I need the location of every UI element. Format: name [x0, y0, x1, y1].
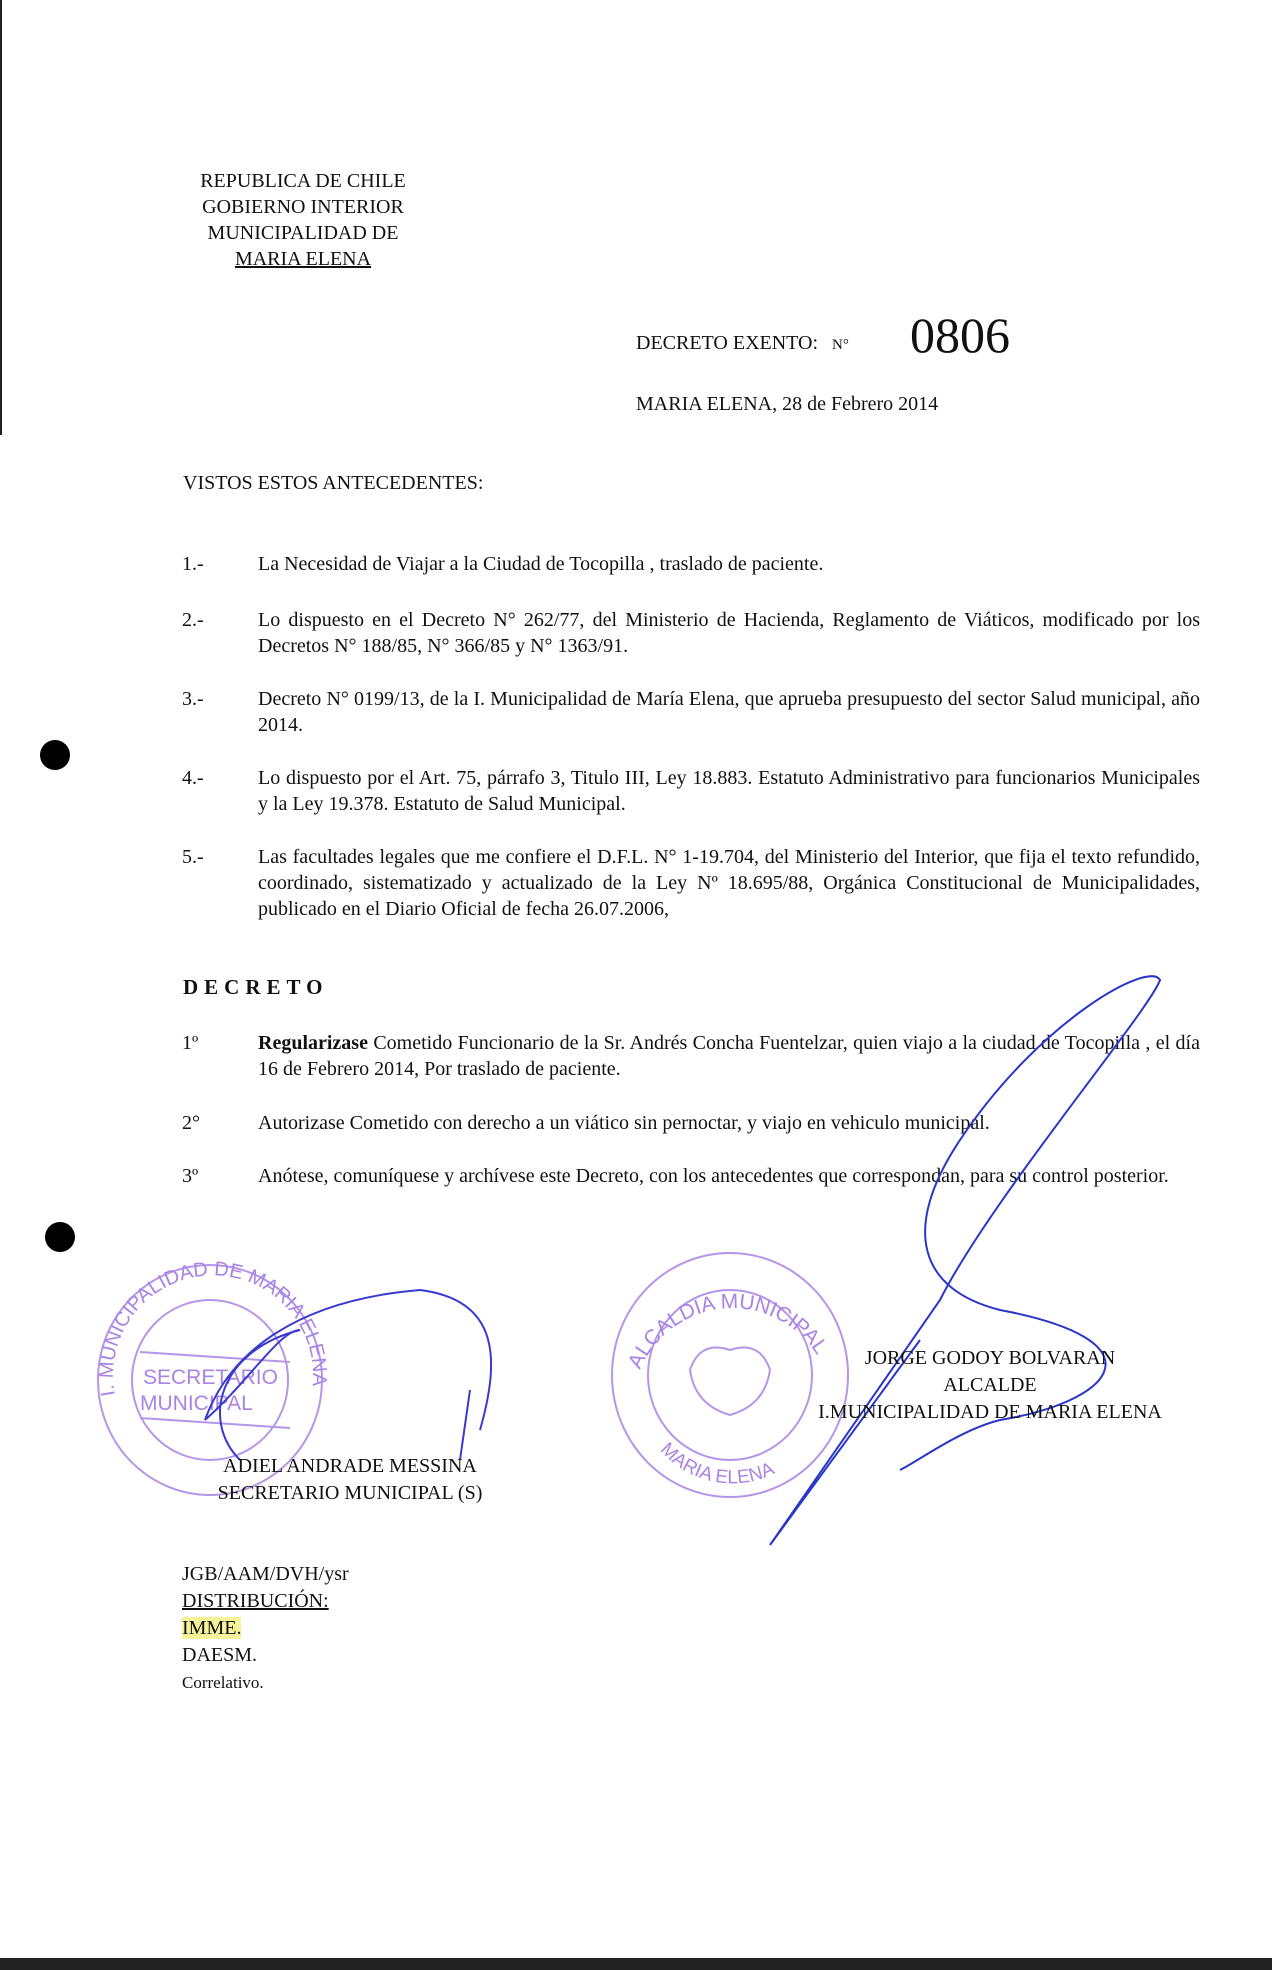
signature-left	[205, 1290, 491, 1460]
secretary-stamp-ring-text: I. MUNICIPALIDAD DE MARIA ELENA	[95, 1258, 331, 1398]
signer-name: JORGE GODOY BOLVARAN	[864, 1347, 1116, 1369]
item-rest: Cometido Funcionario de la Sr. Andrés Concha Fuentelzar, quien viajo a la ciudad de Tocopilla , el día 16 de Febrero 2014, Por traslado de paciente.	[258, 1032, 1200, 1080]
decreto-title: DECRETO	[183, 975, 329, 999]
mayor-stamp-ring-text: ALCALDIA MUNICIPAL	[623, 1290, 833, 1373]
signer-title: ALCALDE	[943, 1374, 1037, 1396]
item-bold: Regularizase	[258, 1032, 368, 1054]
signature-block-secretary	[190, 1453, 510, 1507]
item-text: Autorizase Cometido con derecho a un viático sin pernoctar, y viajo en vehiculo municipal.	[258, 1112, 990, 1134]
item-number: 2°	[182, 1112, 200, 1134]
decree-number: 0806	[910, 307, 1010, 363]
item-text: Anótese, comuníquese y archívese este Decreto, con los antecedentes que correspondan, para su control posterior.	[258, 1165, 1169, 1187]
vistos-title: VISTOS ESTOS ANTECEDENTES:	[183, 472, 484, 494]
secretary-stamp-text: MUNICIPAL	[140, 1392, 253, 1415]
item-number: 3.-	[182, 688, 204, 710]
item-number: 5.-	[182, 846, 204, 868]
item-number: 2.-	[182, 609, 204, 631]
item-number: 1.-	[182, 553, 204, 575]
item-text: Lo dispuesto por el Art. 75, párrafo 3, Titulo III, Ley 18.883. Estatuto Administrativo para funcionarios Municipales y la Ley 19.378. Estatuto de Salud Municipal.	[258, 767, 1200, 815]
letterhead-line: MUNICIPALIDAD DE	[207, 222, 399, 244]
decree-label-text: DECRETO EXENTO:	[636, 332, 819, 354]
distribution-item: IMME.	[182, 1617, 242, 1639]
mayor-stamp-bottom-text: MARIA ELENA	[656, 1438, 778, 1489]
secretary-stamp-text: SECRETARIO	[143, 1366, 278, 1389]
item-number: 3º	[182, 1165, 199, 1187]
signature-right	[770, 976, 1160, 1545]
signature-block-mayor	[790, 1345, 1190, 1426]
distribution-title: DISTRIBUCIÓN:	[182, 1590, 329, 1612]
signer-title: SECRETARIO MUNICIPAL (S)	[217, 1482, 483, 1504]
signer-name: ADIEL ANDRADE MESSINA	[223, 1455, 477, 1477]
item-number: 1º	[182, 1032, 199, 1054]
letterhead-line: GOBIERNO INTERIOR	[202, 196, 404, 218]
letterhead-line: MARIA ELENA	[234, 248, 372, 270]
item-number: 4.-	[182, 767, 204, 789]
distribution-item: DAESM.	[182, 1644, 258, 1666]
signer-organization: I.MUNICIPALIDAD DE MARIA ELENA	[818, 1401, 1162, 1423]
item-text: La Necesidad de Viajar a la Ciudad de Tocopilla , traslado de paciente.	[258, 553, 824, 575]
initials: JGB/AAM/DVH/ysr	[182, 1563, 349, 1585]
item-text: Las facultades legales que me confiere el D.F.L. N° 1-19.704, del Ministerio del Interior, que fija el texto refundido, coordinado, sistematizado y actualizado de la Ley Nº 18.695/88, Orgánica Constitucional de Municipalidades, publicado en el Diario Oficial de fecha 26.07.2006,	[258, 846, 1200, 920]
place-date: MARIA ELENA, 28 de Febrero 2014	[636, 393, 939, 415]
number-label: N°	[832, 337, 849, 353]
letterhead-line: REPUBLICA DE CHILE	[200, 170, 406, 192]
correlativo: Correlativo.	[182, 1673, 264, 1692]
distribution-footer	[182, 1561, 349, 1696]
item-text: Lo dispuesto en el Decreto N° 262/77, del Ministerio de Hacienda, Reglamento de Viáticos, modificado por los Decretos N° 188/85, N° 366/85 y N° 1363/91.	[258, 609, 1200, 657]
item-text: Decreto N° 0199/13, de la I. Municipalidad de María Elena, que aprueba presupuesto del sector Salud municipal, año 2014.	[258, 688, 1200, 736]
